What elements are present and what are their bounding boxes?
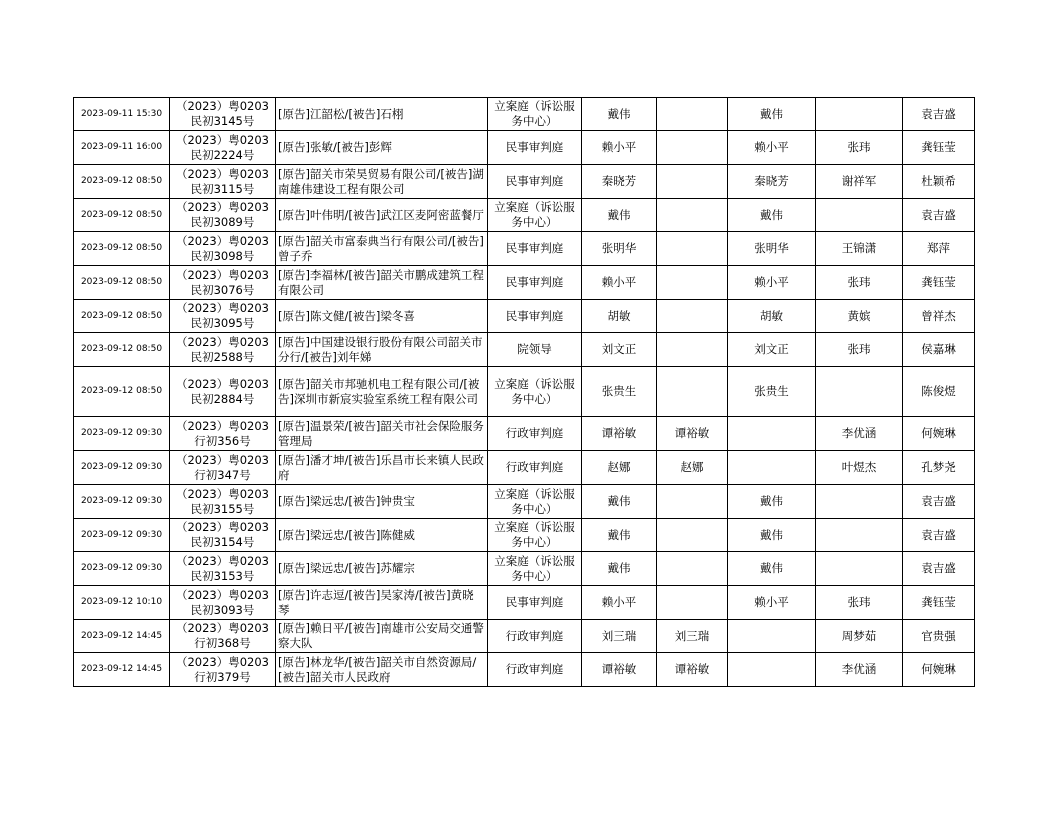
case-number-cell: （2023）粤0203民初3093号 xyxy=(170,586,276,620)
parties-cell: [原告]叶伟明/[被告]武江区麦阿密蓝餐厅 xyxy=(276,199,488,232)
judge-cell: 谭裕敏 xyxy=(582,653,657,687)
judge-cell: 戴伟 xyxy=(582,485,657,519)
parties-cell: [原告]梁远忠/[被告]钟贵宝 xyxy=(276,485,488,519)
hearing-schedule-table xyxy=(73,97,975,687)
hearing-time-cell: 2023-09-11 15:30 xyxy=(74,98,170,131)
table-row xyxy=(74,367,975,417)
hearing-time-cell: 2023-09-12 08:50 xyxy=(74,232,170,266)
department-cell: 民事审判庭 xyxy=(488,165,582,199)
presiding-judge-cell: 张贵生 xyxy=(728,367,816,417)
judge-cell: 赖小平 xyxy=(582,266,657,300)
case-number-cell: （2023）粤0203民初2224号 xyxy=(170,131,276,165)
presiding-judge-cell: 戴伟 xyxy=(728,199,816,232)
case-number-cell: （2023）粤0203民初3098号 xyxy=(170,232,276,266)
table-row xyxy=(74,552,975,586)
clerk-cell: 龚钰莹 xyxy=(903,586,975,620)
case-number-cell: （2023）粤0203民初3089号 xyxy=(170,199,276,232)
presiding-judge-cell: 赖小平 xyxy=(728,131,816,165)
parties-cell: [原告]韶关市邦驰机电工程有限公司/[被告]深圳市新宸实验室系统工程有限公司 xyxy=(276,367,488,417)
department-cell: 行政审判庭 xyxy=(488,417,582,451)
parties-cell: [原告]梁远忠/[被告]苏耀宗 xyxy=(276,552,488,586)
hearing-time-cell: 2023-09-12 14:45 xyxy=(74,653,170,687)
judge-cell: 赖小平 xyxy=(582,586,657,620)
parties-cell: [原告]陈文健/[被告]梁冬喜 xyxy=(276,300,488,333)
clerk-cell: 龚钰莹 xyxy=(903,131,975,165)
juror-cell xyxy=(657,367,728,417)
department-cell: 民事审判庭 xyxy=(488,586,582,620)
table-row xyxy=(74,199,975,232)
juror-cell xyxy=(816,199,903,232)
clerk-cell: 何婉琳 xyxy=(903,417,975,451)
clerk-cell: 曾祥杰 xyxy=(903,300,975,333)
clerk-cell: 何婉琳 xyxy=(903,653,975,687)
hearing-time-cell: 2023-09-12 09:30 xyxy=(74,485,170,519)
department-cell: 行政审判庭 xyxy=(488,620,582,653)
department-cell: 院领导 xyxy=(488,333,582,367)
table-row xyxy=(74,300,975,333)
department-cell: 立案庭（诉讼服务中心） xyxy=(488,519,582,552)
juror-cell xyxy=(657,300,728,333)
table-row xyxy=(74,333,975,367)
juror-cell xyxy=(657,98,728,131)
juror-cell xyxy=(816,367,903,417)
juror-cell: 叶煜杰 xyxy=(816,451,903,485)
hearing-time-cell: 2023-09-12 08:50 xyxy=(74,266,170,300)
parties-cell: [原告]赖日平/[被告]南雄市公安局交通警察大队 xyxy=(276,620,488,653)
clerk-cell: 袁吉盛 xyxy=(903,552,975,586)
hearing-time-cell: 2023-09-12 09:30 xyxy=(74,451,170,485)
presiding-judge-cell: 戴伟 xyxy=(728,485,816,519)
clerk-cell: 陈俊煜 xyxy=(903,367,975,417)
juror-cell: 李优涵 xyxy=(816,653,903,687)
judge-cell: 戴伟 xyxy=(582,98,657,131)
case-number-cell: （2023）粤0203行初379号 xyxy=(170,653,276,687)
juror-cell xyxy=(657,266,728,300)
juror-cell xyxy=(657,131,728,165)
juror-cell: 张玮 xyxy=(816,333,903,367)
parties-cell: [原告]许志逗/[被告]吴家涛/[被告]黄晓琴 xyxy=(276,586,488,620)
clerk-cell: 官贵强 xyxy=(903,620,975,653)
table-body xyxy=(74,98,975,687)
case-number-cell: （2023）粤0203民初2588号 xyxy=(170,333,276,367)
juror-cell: 周梦茹 xyxy=(816,620,903,653)
presiding-judge-cell: 张明华 xyxy=(728,232,816,266)
hearing-time-cell: 2023-09-11 16:00 xyxy=(74,131,170,165)
juror-cell xyxy=(657,333,728,367)
case-number-cell: （2023）粤0203行初347号 xyxy=(170,451,276,485)
case-number-cell: （2023）粤0203民初3155号 xyxy=(170,485,276,519)
clerk-cell: 杜颖希 xyxy=(903,165,975,199)
table-row xyxy=(74,232,975,266)
clerk-cell: 龚钰莹 xyxy=(903,266,975,300)
judge-cell: 赖小平 xyxy=(582,131,657,165)
case-number-cell: （2023）粤0203民初3095号 xyxy=(170,300,276,333)
presiding-judge-cell xyxy=(728,653,816,687)
presiding-judge-cell: 秦晓芳 xyxy=(728,165,816,199)
table-row xyxy=(74,451,975,485)
presiding-judge-cell: 戴伟 xyxy=(728,98,816,131)
parties-cell: [原告]潘才坤/[被告]乐昌市长来镇人民政府 xyxy=(276,451,488,485)
hearing-time-cell: 2023-09-12 09:30 xyxy=(74,552,170,586)
hearing-time-cell: 2023-09-12 08:50 xyxy=(74,367,170,417)
clerk-cell: 郑萍 xyxy=(903,232,975,266)
department-cell: 民事审判庭 xyxy=(488,131,582,165)
juror-cell xyxy=(816,552,903,586)
clerk-cell: 袁吉盛 xyxy=(903,519,975,552)
table-row xyxy=(74,98,975,131)
hearing-time-cell: 2023-09-12 08:50 xyxy=(74,333,170,367)
parties-cell: [原告]温景荣/[被告]韶关市社会保险服务管理局 xyxy=(276,417,488,451)
juror-cell xyxy=(657,552,728,586)
department-cell: 行政审判庭 xyxy=(488,653,582,687)
presiding-judge-cell: 刘文正 xyxy=(728,333,816,367)
parties-cell: [原告]梁远忠/[被告]陈健威 xyxy=(276,519,488,552)
juror-cell: 赵娜 xyxy=(657,451,728,485)
department-cell: 民事审判庭 xyxy=(488,266,582,300)
juror-cell: 黄嫔 xyxy=(816,300,903,333)
presiding-judge-cell xyxy=(728,451,816,485)
hearing-time-cell: 2023-09-12 14:45 xyxy=(74,620,170,653)
parties-cell: [原告]林龙华/[被告]韶关市自然资源局/[被告]韶关市人民政府 xyxy=(276,653,488,687)
presiding-judge-cell: 赖小平 xyxy=(728,266,816,300)
presiding-judge-cell xyxy=(728,417,816,451)
juror-cell xyxy=(657,586,728,620)
judge-cell: 赵娜 xyxy=(582,451,657,485)
judge-cell: 张贵生 xyxy=(582,367,657,417)
clerk-cell: 袁吉盛 xyxy=(903,199,975,232)
juror-cell: 谭裕敏 xyxy=(657,653,728,687)
juror-cell xyxy=(657,485,728,519)
parties-cell: [原告]张敏/[被告]彭辉 xyxy=(276,131,488,165)
case-number-cell: （2023）粤0203民初3076号 xyxy=(170,266,276,300)
table-row xyxy=(74,131,975,165)
juror-cell xyxy=(657,519,728,552)
juror-cell: 王锦潇 xyxy=(816,232,903,266)
clerk-cell: 袁吉盛 xyxy=(903,485,975,519)
judge-cell: 刘三瑞 xyxy=(582,620,657,653)
hearing-time-cell: 2023-09-12 08:50 xyxy=(74,199,170,232)
juror-cell: 李优涵 xyxy=(816,417,903,451)
judge-cell: 戴伟 xyxy=(582,552,657,586)
hearing-time-cell: 2023-09-12 08:50 xyxy=(74,165,170,199)
table-row xyxy=(74,586,975,620)
juror-cell: 张玮 xyxy=(816,131,903,165)
hearing-time-cell: 2023-09-12 10:10 xyxy=(74,586,170,620)
juror-cell: 谭裕敏 xyxy=(657,417,728,451)
judge-cell: 胡敏 xyxy=(582,300,657,333)
parties-cell: [原告]韶关市荣昊贸易有限公司/[被告]湖南雄伟建设工程有限公司 xyxy=(276,165,488,199)
judge-cell: 戴伟 xyxy=(582,199,657,232)
table-row xyxy=(74,620,975,653)
table-row xyxy=(74,165,975,199)
juror-cell xyxy=(657,165,728,199)
case-number-cell: （2023）粤0203民初3115号 xyxy=(170,165,276,199)
case-number-cell: （2023）粤0203民初3154号 xyxy=(170,519,276,552)
hearing-time-cell: 2023-09-12 09:30 xyxy=(74,417,170,451)
parties-cell: [原告]中国建设银行股份有限公司韶关市分行/[被告]刘年娣 xyxy=(276,333,488,367)
department-cell: 立案庭（诉讼服务中心） xyxy=(488,98,582,131)
department-cell: 立案庭（诉讼服务中心） xyxy=(488,367,582,417)
department-cell: 行政审判庭 xyxy=(488,451,582,485)
clerk-cell: 袁吉盛 xyxy=(903,98,975,131)
juror-cell: 谢祥军 xyxy=(816,165,903,199)
judge-cell: 刘文正 xyxy=(582,333,657,367)
table-row xyxy=(74,266,975,300)
department-cell: 立案庭（诉讼服务中心） xyxy=(488,552,582,586)
juror-cell: 张玮 xyxy=(816,586,903,620)
juror-cell xyxy=(816,485,903,519)
clerk-cell: 侯嘉琳 xyxy=(903,333,975,367)
juror-cell xyxy=(816,98,903,131)
case-number-cell: （2023）粤0203民初3153号 xyxy=(170,552,276,586)
presiding-judge-cell: 戴伟 xyxy=(728,519,816,552)
parties-cell: [原告]韶关市富泰典当行有限公司/[被告]曾子乔 xyxy=(276,232,488,266)
table-row xyxy=(74,417,975,451)
juror-cell: 张玮 xyxy=(816,266,903,300)
table-row xyxy=(74,519,975,552)
judge-cell: 戴伟 xyxy=(582,519,657,552)
case-number-cell: （2023）粤0203行初368号 xyxy=(170,620,276,653)
presiding-judge-cell: 赖小平 xyxy=(728,586,816,620)
judge-cell: 张明华 xyxy=(582,232,657,266)
case-number-cell: （2023）粤0203行初356号 xyxy=(170,417,276,451)
case-number-cell: （2023）粤0203民初2884号 xyxy=(170,367,276,417)
judge-cell: 秦晓芳 xyxy=(582,165,657,199)
juror-cell xyxy=(657,232,728,266)
department-cell: 民事审判庭 xyxy=(488,232,582,266)
clerk-cell: 孔梦尧 xyxy=(903,451,975,485)
parties-cell: [原告]江韶松/[被告]石栩 xyxy=(276,98,488,131)
presiding-judge-cell: 胡敏 xyxy=(728,300,816,333)
presiding-judge-cell xyxy=(728,620,816,653)
department-cell: 立案庭（诉讼服务中心） xyxy=(488,485,582,519)
table-row xyxy=(74,485,975,519)
juror-cell xyxy=(657,199,728,232)
presiding-judge-cell: 戴伟 xyxy=(728,552,816,586)
juror-cell: 刘三瑞 xyxy=(657,620,728,653)
department-cell: 立案庭（诉讼服务中心） xyxy=(488,199,582,232)
department-cell: 民事审判庭 xyxy=(488,300,582,333)
juror-cell xyxy=(816,519,903,552)
judge-cell: 谭裕敏 xyxy=(582,417,657,451)
parties-cell: [原告]李福林/[被告]韶关市鹏成建筑工程有限公司 xyxy=(276,266,488,300)
table-row xyxy=(74,653,975,687)
hearing-time-cell: 2023-09-12 09:30 xyxy=(74,519,170,552)
case-number-cell: （2023）粤0203民初3145号 xyxy=(170,98,276,131)
hearing-time-cell: 2023-09-12 08:50 xyxy=(74,300,170,333)
